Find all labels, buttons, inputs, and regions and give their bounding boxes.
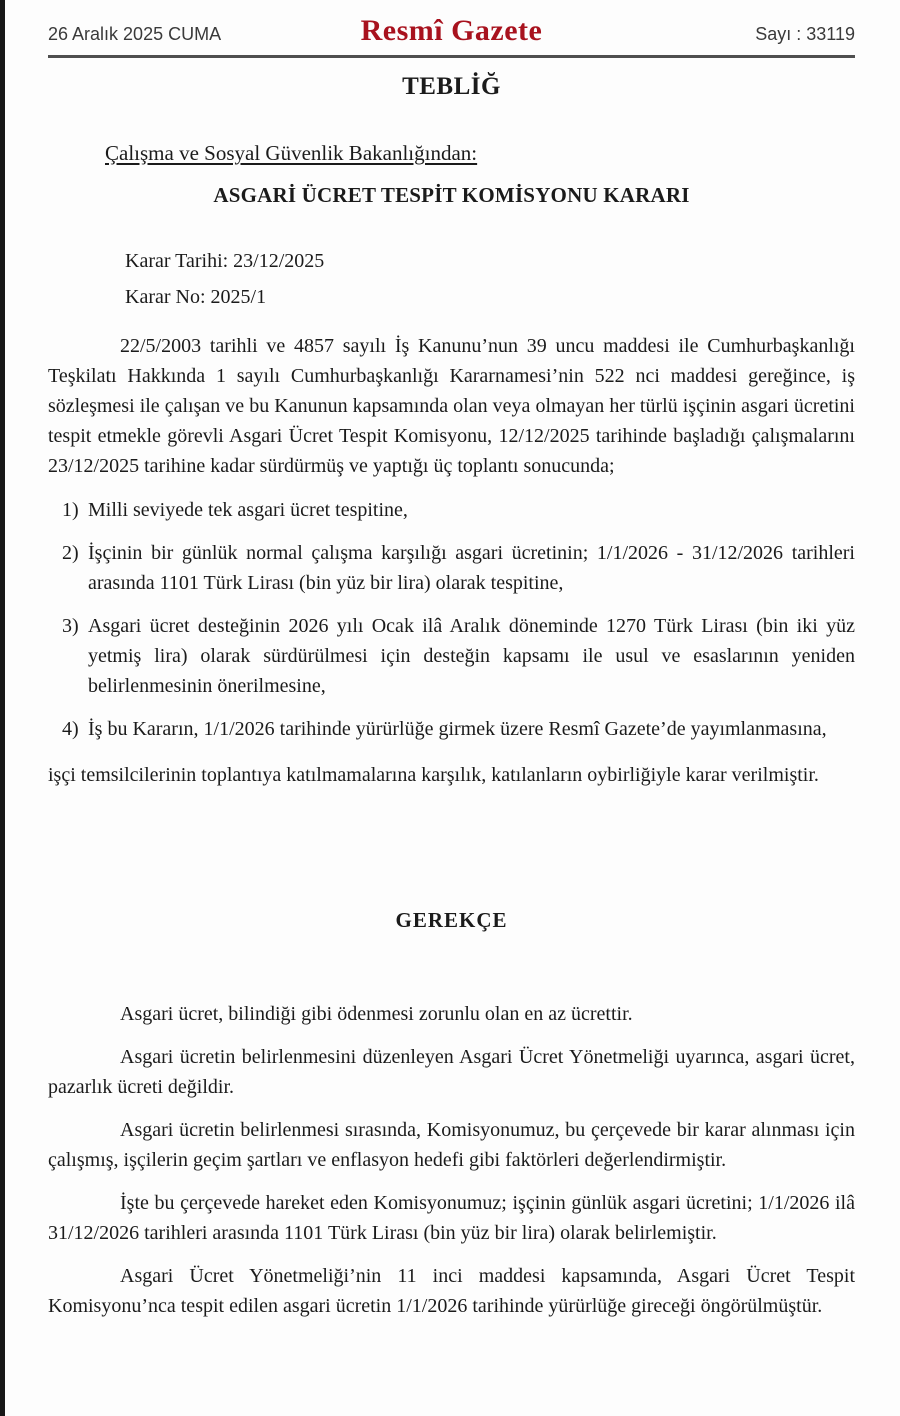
decision-item-1-marker: 1) [62, 499, 79, 521]
decision-item-2-text: İşçinin bir günlük normal çalışma karşılığı asgari ücretinin; 1/1/2026 - 31/12/2026 tarihleri arasında 1101 Türk Lirası (bin yüz bir lira) olarak tespitine, [88, 542, 855, 594]
decision-item-4-text: İş bu Kararın, 1/1/2026 tarihinde yürürlüğe girmek üzere Resmî Gazete’de yayımlanmasına, [88, 718, 827, 740]
decision-item-1 [48, 495, 855, 525]
gazette-masthead-title: Resmî Gazete [360, 14, 543, 47]
closing-paragraph: işçi temsilcilerinin toplantıya katılmamalarına karşılık, katılanların oybirliğiyle karar verilmiştir. [48, 764, 819, 786]
gazette-header [48, 14, 855, 48]
decision-item-3 [48, 611, 855, 701]
gerekce-paragraph-5: Asgari Ücret Yönetmeliği’nin 11 inci maddesi kapsamında, Asgari Ücret Tespit Komisyonu’nca tespit edilen asgari ücretin 1/1/2026 tarihinde yürürlüğe gireceği öngörülmüştür. [48, 1265, 855, 1317]
gerekce-paragraph-2: Asgari ücretin belirlenmesini düzenleyen Asgari Ücret Yönetmeliği uyarınca, asgari ücret, pazarlık ücreti değildir. [48, 1046, 855, 1098]
decision-item-3-text: Asgari ücret desteğinin 2026 yılı Ocak ilâ Aralık döneminde 1270 Türk Lirası (bin iki yüz yetmiş lira) olarak sürdürülmesi için desteğin kapsamı ile usul ve esaslarının yeniden belirlenmesinin önerilmesine, [88, 615, 855, 697]
gerekce-body [48, 999, 855, 1321]
gerekce-paragraph-3: Asgari ücretin belirlenmesi sırasında, Komisyonumuz, bu çerçevede bir karar alınması için çalışmış, işçilerin geçim şartları ve enflasyon hedefi gibi faktörleri değerlendirmiştir. [48, 1119, 855, 1171]
decision-item-4 [48, 714, 855, 744]
decision-item-2-marker: 2) [62, 542, 79, 564]
decision-number-line: Karar No: 2025/1 [125, 286, 267, 308]
gerekce-paragraph-1: Asgari ücret, bilindiği gibi ödenmesi zorunlu olan en az ücrettir. [120, 1003, 633, 1025]
section-title-teblig: TEBLİĞ [402, 73, 501, 100]
decision-date-line: Karar Tarihi: 23/12/2025 [125, 250, 325, 272]
decision-item-4-marker: 4) [62, 718, 79, 740]
gazette-issue-number: Sayı : 33119 [755, 24, 855, 44]
decision-title: ASGARİ ÜCRET TESPİT KOMİSYONU KARARI [213, 183, 690, 207]
decision-item-2 [48, 538, 855, 598]
page-left-border [0, 0, 5, 1416]
decision-item-1-text: Milli seviyede tek asgari ücret tespitine, [88, 499, 408, 521]
header-divider-rule [48, 55, 855, 58]
decision-list [48, 495, 855, 744]
intro-paragraph: 22/5/2003 tarihli ve 4857 sayılı İş Kanunu’nun 39 uncu maddesi ile Cumhurbaşkanlığı Teşkilatı Hakkında 1 sayılı Cumhurbaşkanlığı Kararnamesi’nin 522 nci maddesi gereğince, iş sözleşmesi ile çalışan ve bu Kanunun kapsamında olan veya olmayan her türlü işçinin asgari ücretini tespit etmekle görevli Asgari Ücret Tespit Komisyonu, 12/12/2025 tarihinde başladığı çalışmalarını 23/12/2025 tarihine kadar sürdürmüş ve yaptığı üç toplantı sonucunda; [48, 335, 855, 477]
ministry-heading: Çalışma ve Sosyal Güvenlik Bakanlığından: [105, 141, 478, 165]
section-title-gerekce: GEREKÇE [395, 908, 508, 932]
decision-item-3-marker: 3) [62, 615, 79, 637]
gerekce-paragraph-4: İşte bu çerçevede hareket eden Komisyonumuz; işçinin günlük asgari ücretini; 1/1/2026 ilâ 31/12/2026 tarihleri arasında 1101 Türk Lirası (bin yüz bir lira) olarak belirlemiştir. [48, 1192, 855, 1244]
gazette-date: 26 Aralık 2025 CUMA [48, 24, 222, 44]
